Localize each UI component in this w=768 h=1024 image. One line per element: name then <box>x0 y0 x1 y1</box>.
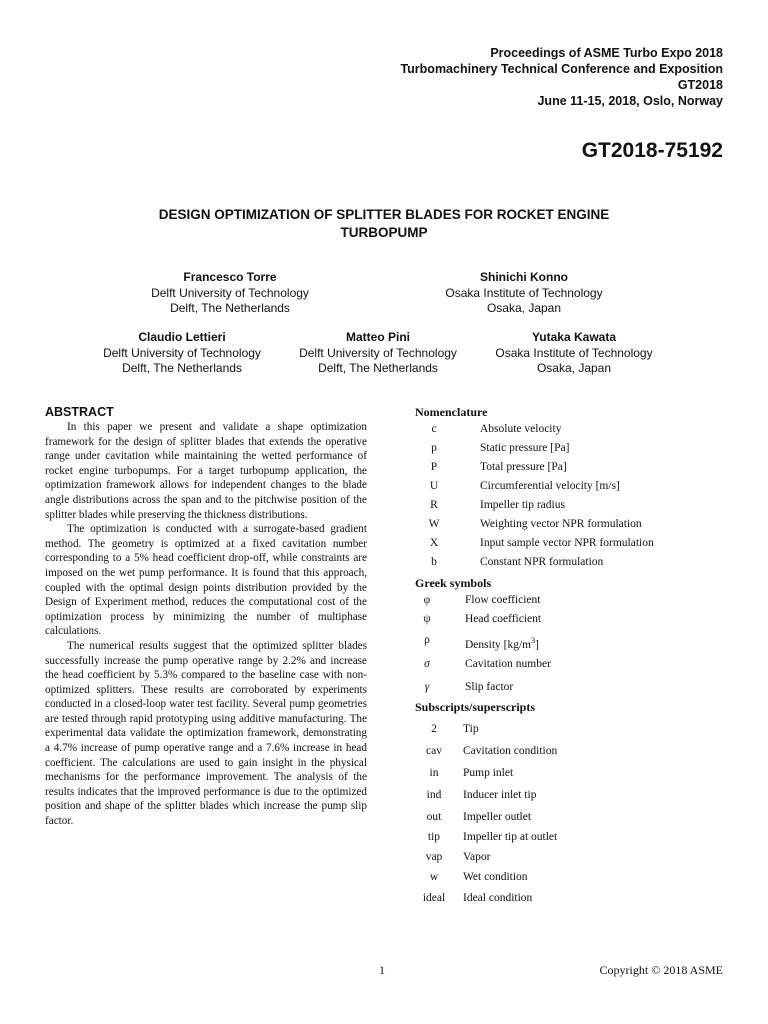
author-block <box>474 330 674 377</box>
subscript-definition: Pump inlet <box>463 767 514 779</box>
subscript-definition: Ideal condition <box>463 892 533 904</box>
nomenclature-definition: Absolute velocity <box>480 423 562 435</box>
subscript-definition: Wet condition <box>463 871 528 883</box>
nomenclature-list <box>415 420 725 572</box>
author-name: Francesco Torre <box>183 270 277 284</box>
title-line: TURBOPUMP <box>340 225 428 240</box>
nomenclature-row <box>415 534 725 553</box>
author-name: Matteo Pini <box>345 330 410 344</box>
page-number: 1 <box>379 963 385 977</box>
nomenclature-row <box>415 496 725 515</box>
greek-symbol: ψ <box>423 613 431 625</box>
nomenclature-symbol: c <box>431 423 437 435</box>
subscript-row <box>415 828 725 847</box>
greek-heading: Greek symbols <box>415 576 492 590</box>
greek-row <box>415 629 725 652</box>
nomenclature-definition: Total pressure [Pa] <box>480 461 567 473</box>
subscript-definition: Inducer inlet tip <box>463 789 537 801</box>
author-block <box>278 330 478 377</box>
abstract-paragraph: The numerical results suggest that the optimized splitter blades successfully increase the pump operative range by 2.2% and increase the head coefficient by 5.3% compared to the baseline case with non-optimized splitters. These results are corroborated by experiments conducted in a closed-loop water test facility. Several pump geometries are tested through rapid prototyping using additive manufacturing. The experimental data validate the optimization framework, demonstrating a 4.7% increase of pump operative range and a 7.6% increase in head coefficient. The calculations are used to gain insight in the physical mechanisms for the performance improvement. The analysis of the results indicates that the improved performance is due to the optimized position and shape of the splitter blades which increase the pump slip factor. <box>45 639 367 828</box>
subscript-definition: Vapor <box>463 851 491 863</box>
nomenclature-row <box>415 439 725 458</box>
nomenclature-row <box>415 553 725 572</box>
abstract-paragraph: The optimization is conducted with a surrogate-based gradient method. The geometry is optimized at a fixed cavitation number corresponding to a 5% head coefficient drop-off, while constraints are imposed on the wet pump performance. It is found that this approach, coupled with the optimal design points distribution provided by the Design of Experiment method, reduces the computational cost of the optimization process by minimizing the number of multiphase calculations. <box>45 523 367 638</box>
nomenclature-symbol: U <box>429 480 439 492</box>
greek-definition: Flow coefficient <box>465 594 541 606</box>
author-affiliation: Delft University of Technology <box>103 345 261 360</box>
author-location: Delft, The Netherlands <box>170 301 290 315</box>
greek-row <box>415 591 725 610</box>
nomenclature-section <box>415 404 725 909</box>
nomenclature-heading: Nomenclature <box>415 405 488 419</box>
abstract-paragraph: In this paper we present and validate a shape optimization framework for the design of splitter blades that extends the operative range under cavitation while maintaining the wetted performance of rocket engine turbopumps. For a target turbopump application, the optimization framework allows for independent changes to the blade angle distributions across the span and to the pitchwise position of the splitter blades while preserving the thickness distributions. <box>45 421 367 521</box>
nomenclature-symbol: X <box>429 537 439 549</box>
nomenclature-definition: Constant NPR formulation <box>480 556 604 568</box>
proceedings-line: Proceedings of ASME Turbo Expo 2018 <box>490 46 723 60</box>
subscript-row <box>415 847 725 867</box>
author-location: Osaka, Japan <box>536 361 612 375</box>
greek-definition-tail: ] <box>535 638 539 651</box>
subscript-symbol: ind <box>426 789 442 801</box>
greek-symbol: φ <box>423 594 431 606</box>
proceedings-line: June 11-15, 2018, Oslo, Norway <box>537 94 723 108</box>
title-line: DESIGN OPTIMIZATION OF SPLITTER BLADES FOR ROCKET ENGINE <box>158 207 610 222</box>
greek-row <box>415 610 725 629</box>
subscript-symbol: in <box>429 767 439 779</box>
abstract-heading: ABSTRACT <box>45 405 114 419</box>
nomenclature-symbol: b <box>431 556 437 568</box>
paper-title <box>100 206 668 242</box>
subscript-row <box>415 740 725 762</box>
nomenclature-row <box>415 515 725 534</box>
author-name: Claudio Lettieri <box>138 330 226 344</box>
author-affiliation: Osaka Institute of Technology <box>495 345 653 360</box>
greek-symbol: γ <box>424 681 430 693</box>
nomenclature-definition: Circumferential velocity [m/s] <box>480 480 620 492</box>
greek-row <box>415 676 725 699</box>
greek-definition: Cavitation number <box>465 658 551 670</box>
nomenclature-definition: Impeller tip radius <box>480 499 565 511</box>
subscript-symbol: tip <box>427 831 441 843</box>
subscript-definition: Tip <box>463 723 479 735</box>
greek-list <box>415 591 725 699</box>
greek-definition: Slip factor <box>465 681 514 693</box>
nomenclature-symbol: R <box>430 499 438 511</box>
subscript-definition: Cavitation condition <box>463 745 558 757</box>
author-location: Osaka, Japan <box>486 301 562 315</box>
nomenclature-definition: Weighting vector NPR formulation <box>480 518 642 530</box>
author-location: Delft, The Netherlands <box>318 361 438 375</box>
nomenclature-row <box>415 458 725 477</box>
subscript-symbol: 2 <box>431 723 437 735</box>
greek-definition: Head coefficient <box>465 613 542 625</box>
proceedings-line: Turbomachinery Technical Conference and Exposition <box>400 62 723 76</box>
proceedings-header <box>400 45 723 109</box>
author-name: Shinichi Konno <box>480 270 568 284</box>
proceedings-line: GT2018 <box>677 78 723 92</box>
nomenclature-row <box>415 477 725 496</box>
greek-symbol: σ <box>424 658 430 670</box>
subscript-symbol: out <box>426 811 442 823</box>
subscript-symbol: w <box>429 871 439 883</box>
nomenclature-row <box>415 420 725 439</box>
greek-definition-superscript: 3 <box>531 636 536 645</box>
author-block <box>424 270 624 317</box>
copyright-notice: Copyright © 2018 ASME <box>599 963 723 977</box>
author-block <box>130 270 330 317</box>
author-block <box>82 330 282 377</box>
subscript-definition: Impeller outlet <box>463 811 532 823</box>
paper-id: GT2018-75192 <box>581 139 723 162</box>
nomenclature-symbol: p <box>431 442 437 454</box>
subscript-row <box>415 762 725 784</box>
nomenclature-symbol: P <box>430 461 438 473</box>
greek-row <box>415 652 725 676</box>
subscript-symbol: vap <box>425 851 443 863</box>
subscript-row <box>415 867 725 888</box>
subscript-symbol: cav <box>426 745 442 757</box>
nomenclature-definition: Input sample vector NPR formulation <box>480 537 654 549</box>
greek-definition-text: Density [kg/m <box>465 638 532 651</box>
author-affiliation: Delft University of Technology <box>299 345 457 360</box>
subscript-row <box>415 718 725 740</box>
nomenclature-definition: Static pressure [Pa] <box>480 442 570 454</box>
author-name: Yutaka Kawata <box>531 330 617 344</box>
nomenclature-symbol: W <box>428 518 440 530</box>
subscripts-heading: Subscripts/superscripts <box>415 700 536 714</box>
subscript-definition: Impeller tip at outlet <box>463 831 558 843</box>
subscript-row <box>415 888 725 909</box>
subscripts-list <box>415 718 725 909</box>
author-affiliation: Delft University of Technology <box>151 285 309 300</box>
greek-symbol: ρ <box>424 634 430 646</box>
author-affiliation: Osaka Institute of Technology <box>445 285 603 300</box>
subscript-row <box>415 784 725 806</box>
abstract-section <box>45 404 367 829</box>
author-location: Delft, The Netherlands <box>122 361 242 375</box>
subscript-row <box>415 806 725 828</box>
subscript-symbol: ideal <box>422 892 446 904</box>
